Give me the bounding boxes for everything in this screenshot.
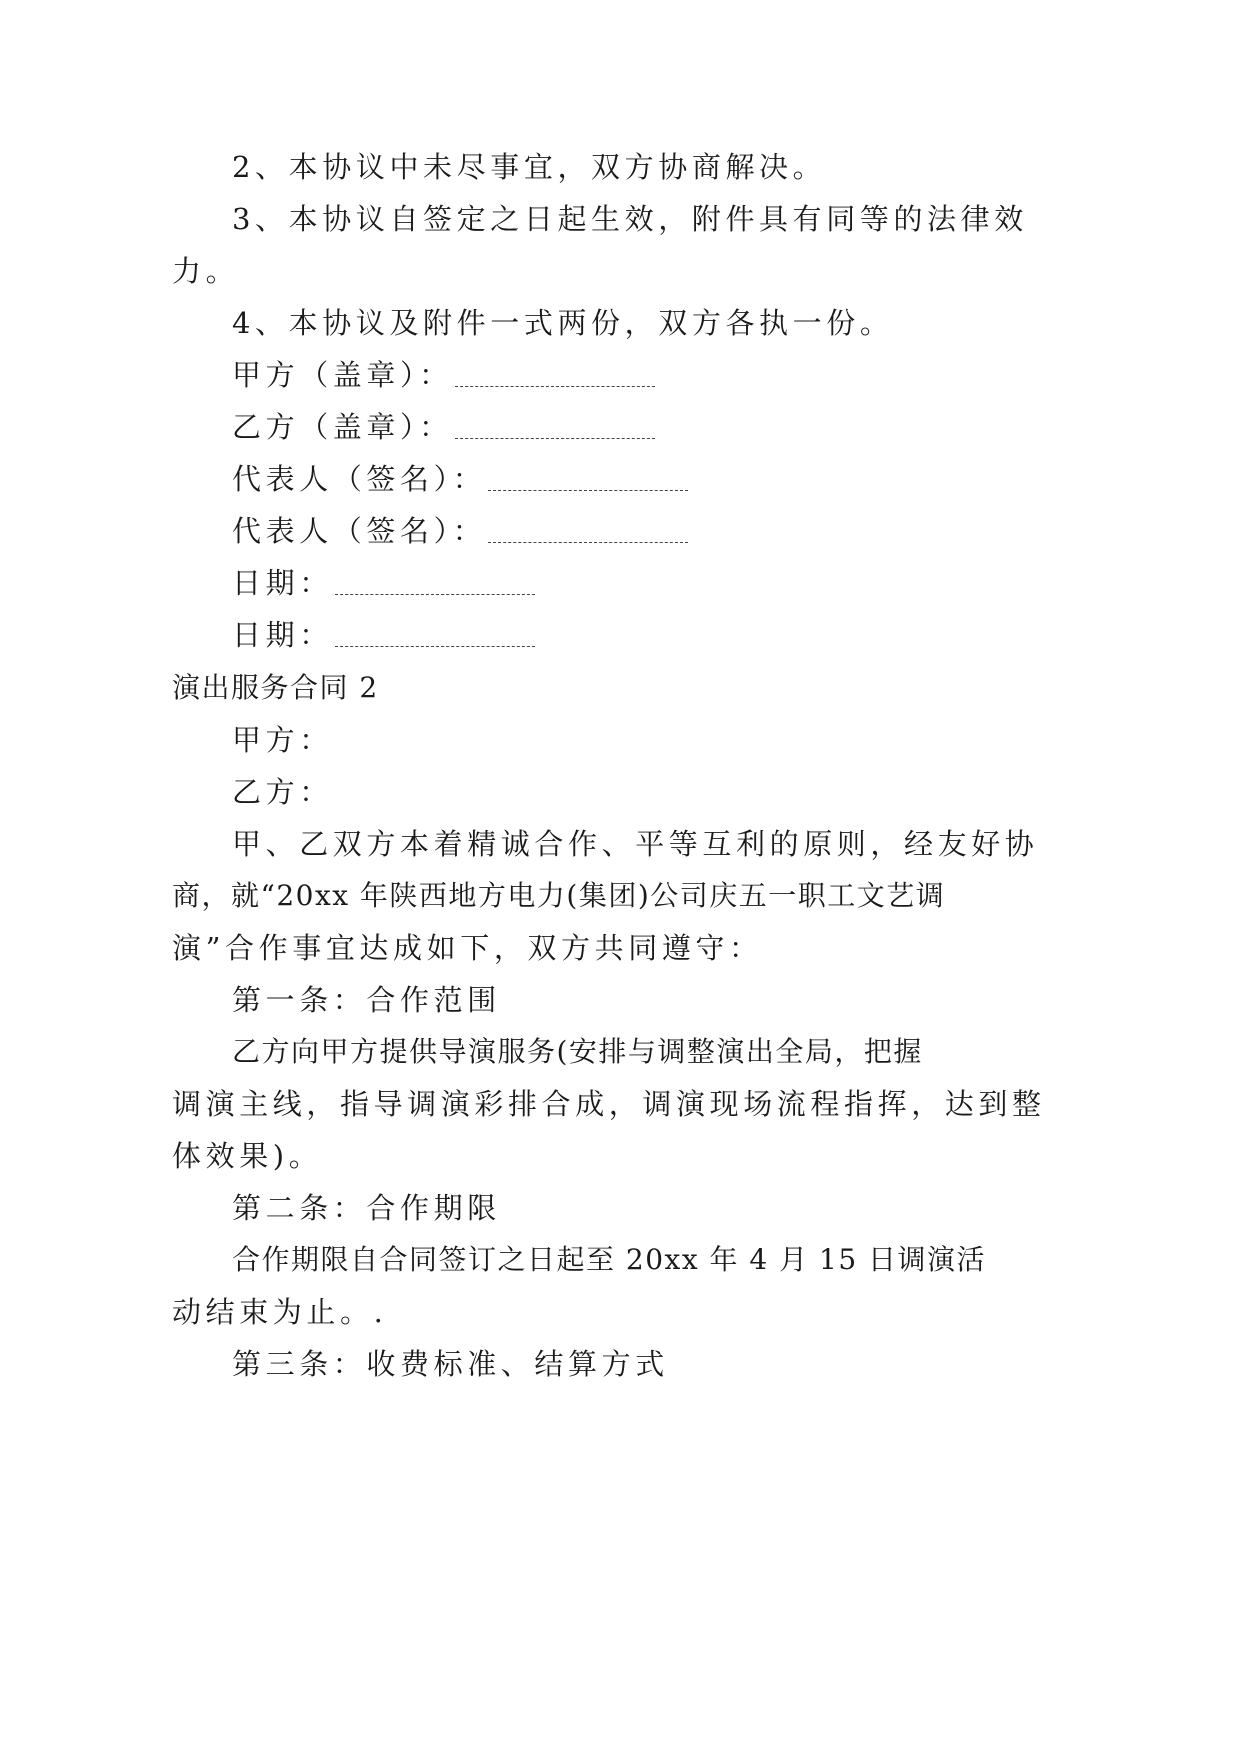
preamble-line-2: 商，就“20xx 年陕西地方电力(集团)公司庆五一职工文艺调 <box>172 879 946 912</box>
representative-b-label: 代表人（签名）： <box>232 514 487 548</box>
date-a-blank <box>335 568 535 595</box>
preamble-line-1: 甲、乙双方本着精诚合作、平等互利的原则，经友好协 <box>232 827 1039 861</box>
article-1-line-2: 调演主线，指导调演彩排合成，调演现场流程指挥，达到整 <box>172 1087 1046 1121</box>
party-a-seal <box>232 355 655 395</box>
date-b-blank <box>335 620 535 647</box>
date-a <box>232 563 535 603</box>
date-b-label: 日期： <box>232 618 333 652</box>
date-b <box>232 615 535 655</box>
representative-a-label: 代表人（签名）： <box>232 462 487 496</box>
party-b-seal-label: 乙方（盖章）： <box>232 410 453 444</box>
article-2-line-2: 动结束为止。. <box>172 1295 388 1329</box>
representative-b-signature <box>232 511 688 551</box>
representative-b-blank <box>488 516 688 543</box>
clause-3-line-2: 力。 <box>172 254 240 288</box>
clause-4: 4、本协议及附件一式两份，双方各执一份。 <box>232 306 894 340</box>
party-b-seal-blank <box>455 412 655 439</box>
contract-2-title: 演出服务合同 2 <box>172 671 379 704</box>
clause-3-line-1: 3、本协议自签定之日起生效，附件具有同等的法律效 <box>232 202 1028 236</box>
party-b-seal <box>232 407 655 447</box>
article-1-heading: 第一条：合作范围 <box>232 983 501 1017</box>
party-a-field: 甲方： <box>232 723 333 757</box>
article-2-line-1: 合作期限自合同签订之日起至 20xx 年 4 月 15 日调演活 <box>232 1243 987 1276</box>
preamble-line-3: 演”合作事宜达成如下，双方共同遵守： <box>172 931 763 965</box>
article-3-heading: 第三条：收费标准、结算方式 <box>232 1347 669 1381</box>
article-1-line-3: 体效果)。 <box>172 1139 323 1173</box>
party-a-seal-blank <box>455 360 655 387</box>
article-1-line-1: 乙方向甲方提供导演服务(安排与调整演出全局，把握 <box>232 1035 923 1068</box>
article-2-heading: 第二条：合作期限 <box>232 1191 501 1225</box>
clause-2: 2、本协议中未尽事宜，双方协商解决。 <box>232 150 827 184</box>
date-a-label: 日期： <box>232 566 333 600</box>
party-b-field: 乙方： <box>232 775 333 809</box>
representative-a-blank <box>488 464 688 491</box>
representative-a-signature <box>232 459 688 499</box>
party-a-seal-label: 甲方（盖章）： <box>232 358 453 392</box>
